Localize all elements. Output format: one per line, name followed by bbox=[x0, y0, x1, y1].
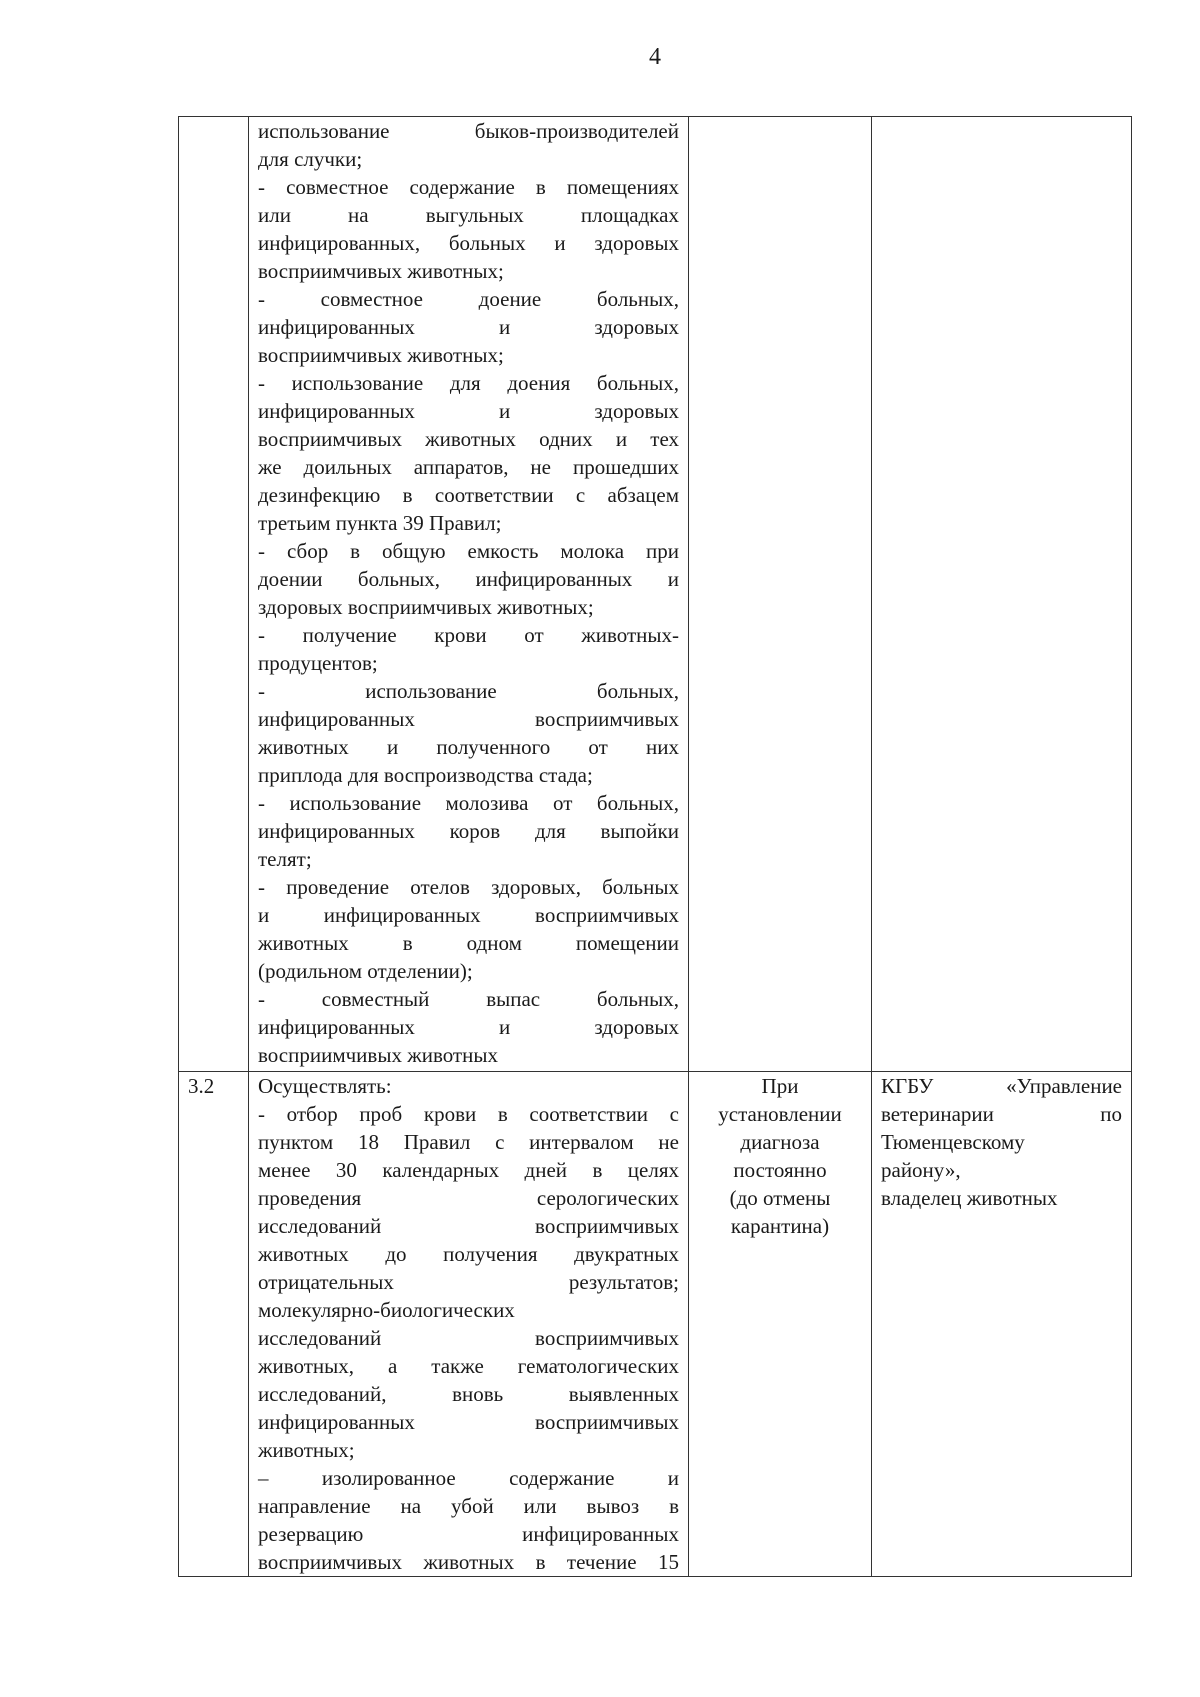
text-line: - сбор в общую емкость молока при bbox=[258, 539, 679, 563]
text-line: восприимчивых животных bbox=[258, 1043, 498, 1067]
text-line: резервацию инфицированных bbox=[258, 1522, 679, 1546]
text-line: инфицированных и здоровых bbox=[258, 399, 679, 423]
text-line: Осуществлять: bbox=[258, 1074, 392, 1098]
text-line: животных в одном помещении bbox=[258, 931, 679, 955]
text-line: менее 30 календарных дней в целях bbox=[258, 1158, 679, 1182]
text-line: (до отмены bbox=[729, 1186, 831, 1210]
text-line: восприимчивых животных; bbox=[258, 259, 504, 283]
text-line: третьим пункта 39 Правил; bbox=[258, 511, 502, 535]
page-number: 4 bbox=[649, 44, 661, 70]
text-line: же доильных аппаратов, не прошедших bbox=[258, 455, 679, 479]
text-line: - совместное доение больных, bbox=[258, 287, 679, 311]
text-line: проведения серологических bbox=[258, 1186, 679, 1210]
text-line: животных; bbox=[258, 1438, 355, 1462]
text-line: - использование больных, bbox=[258, 679, 679, 703]
item-number-cell: 3.2 bbox=[179, 1072, 249, 1577]
text-line: инфицированных, больных и здоровых bbox=[258, 231, 679, 255]
text-line: – изолированное содержание и bbox=[258, 1466, 679, 1490]
text-line: исследований, вновь выявленных bbox=[258, 1382, 679, 1406]
text-line: инфицированных восприимчивых bbox=[258, 1410, 679, 1434]
text-line: восприимчивых животных в течение 15 bbox=[258, 1550, 679, 1574]
text-line: ветеринарии по bbox=[881, 1102, 1122, 1126]
text-line: При bbox=[761, 1074, 799, 1098]
text-line: и инфицированных восприимчивых bbox=[258, 903, 679, 927]
text-line: дезинфекцию в соответствии с абзацем bbox=[258, 483, 679, 507]
text-line: доении больных, инфицированных и bbox=[258, 567, 679, 591]
text-line: карантина) bbox=[730, 1214, 830, 1238]
text-line: животных до получения двукратных bbox=[258, 1242, 679, 1266]
text-line: животных, а также гематологических bbox=[258, 1354, 679, 1378]
text-line: исследований восприимчивых bbox=[258, 1214, 679, 1238]
text-line: - отбор проб крови в соответствии с bbox=[258, 1102, 679, 1126]
measure-cell bbox=[249, 117, 689, 1072]
text-line: - использование для доения больных, bbox=[258, 371, 679, 395]
text-line: для случки; bbox=[258, 147, 363, 171]
responsible-cell bbox=[872, 1072, 1132, 1577]
text-line: продуцентов; bbox=[258, 651, 378, 675]
responsible-cell bbox=[872, 117, 1132, 1072]
item-number-cell bbox=[179, 117, 249, 1072]
text-line: приплода для воспроизводства стада; bbox=[258, 763, 593, 787]
text-line: району», bbox=[881, 1158, 961, 1182]
table-row bbox=[179, 117, 1132, 1072]
text-line: инфицированных коров для выпойки bbox=[258, 819, 679, 843]
text-line: восприимчивых животных; bbox=[258, 343, 504, 367]
text-line: восприимчивых животных одних и тех bbox=[258, 427, 679, 451]
text-line: Тюменцевскому bbox=[881, 1130, 1025, 1154]
text-line: инфицированных восприимчивых bbox=[258, 707, 679, 731]
text-line: - получение крови от животных- bbox=[258, 623, 679, 647]
text-line: (родильном отделении); bbox=[258, 959, 473, 983]
text-line: постоянно bbox=[733, 1158, 827, 1182]
measures-table bbox=[178, 116, 1132, 1577]
text-line: диагноза bbox=[740, 1130, 820, 1154]
text-line: - использование молозива от больных, bbox=[258, 791, 679, 815]
text-line: - проведение отелов здоровых, больных bbox=[258, 875, 679, 899]
table-row bbox=[179, 1072, 1132, 1577]
text-line: установлении bbox=[718, 1102, 842, 1126]
term-cell bbox=[689, 1072, 872, 1577]
text-line: КГБУ «Управление bbox=[881, 1074, 1122, 1098]
text-line: животных и полученного от них bbox=[258, 735, 679, 759]
text-line: инфицированных и здоровых bbox=[258, 1015, 679, 1039]
text-line: - совместное содержание в помещениях bbox=[258, 175, 679, 199]
text-line: инфицированных и здоровых bbox=[258, 315, 679, 339]
text-line: телят; bbox=[258, 847, 312, 871]
text-line: отрицательных результатов; bbox=[258, 1270, 679, 1294]
text-line: молекулярно-биологических bbox=[258, 1298, 515, 1322]
text-line: пунктом 18 Правил с интервалом не bbox=[258, 1130, 679, 1154]
measure-cell bbox=[249, 1072, 689, 1577]
text-line: или на выгульных площадках bbox=[258, 203, 679, 227]
text-line: использование быков-производителей bbox=[258, 119, 679, 143]
text-line: - совместный выпас больных, bbox=[258, 987, 679, 1011]
text-line: направление на убой или вывоз в bbox=[258, 1494, 679, 1518]
text-line: здоровых восприимчивых животных; bbox=[258, 595, 594, 619]
term-cell bbox=[689, 117, 872, 1072]
text-line: исследований восприимчивых bbox=[258, 1326, 679, 1350]
text-line: владелец животных bbox=[881, 1186, 1058, 1210]
